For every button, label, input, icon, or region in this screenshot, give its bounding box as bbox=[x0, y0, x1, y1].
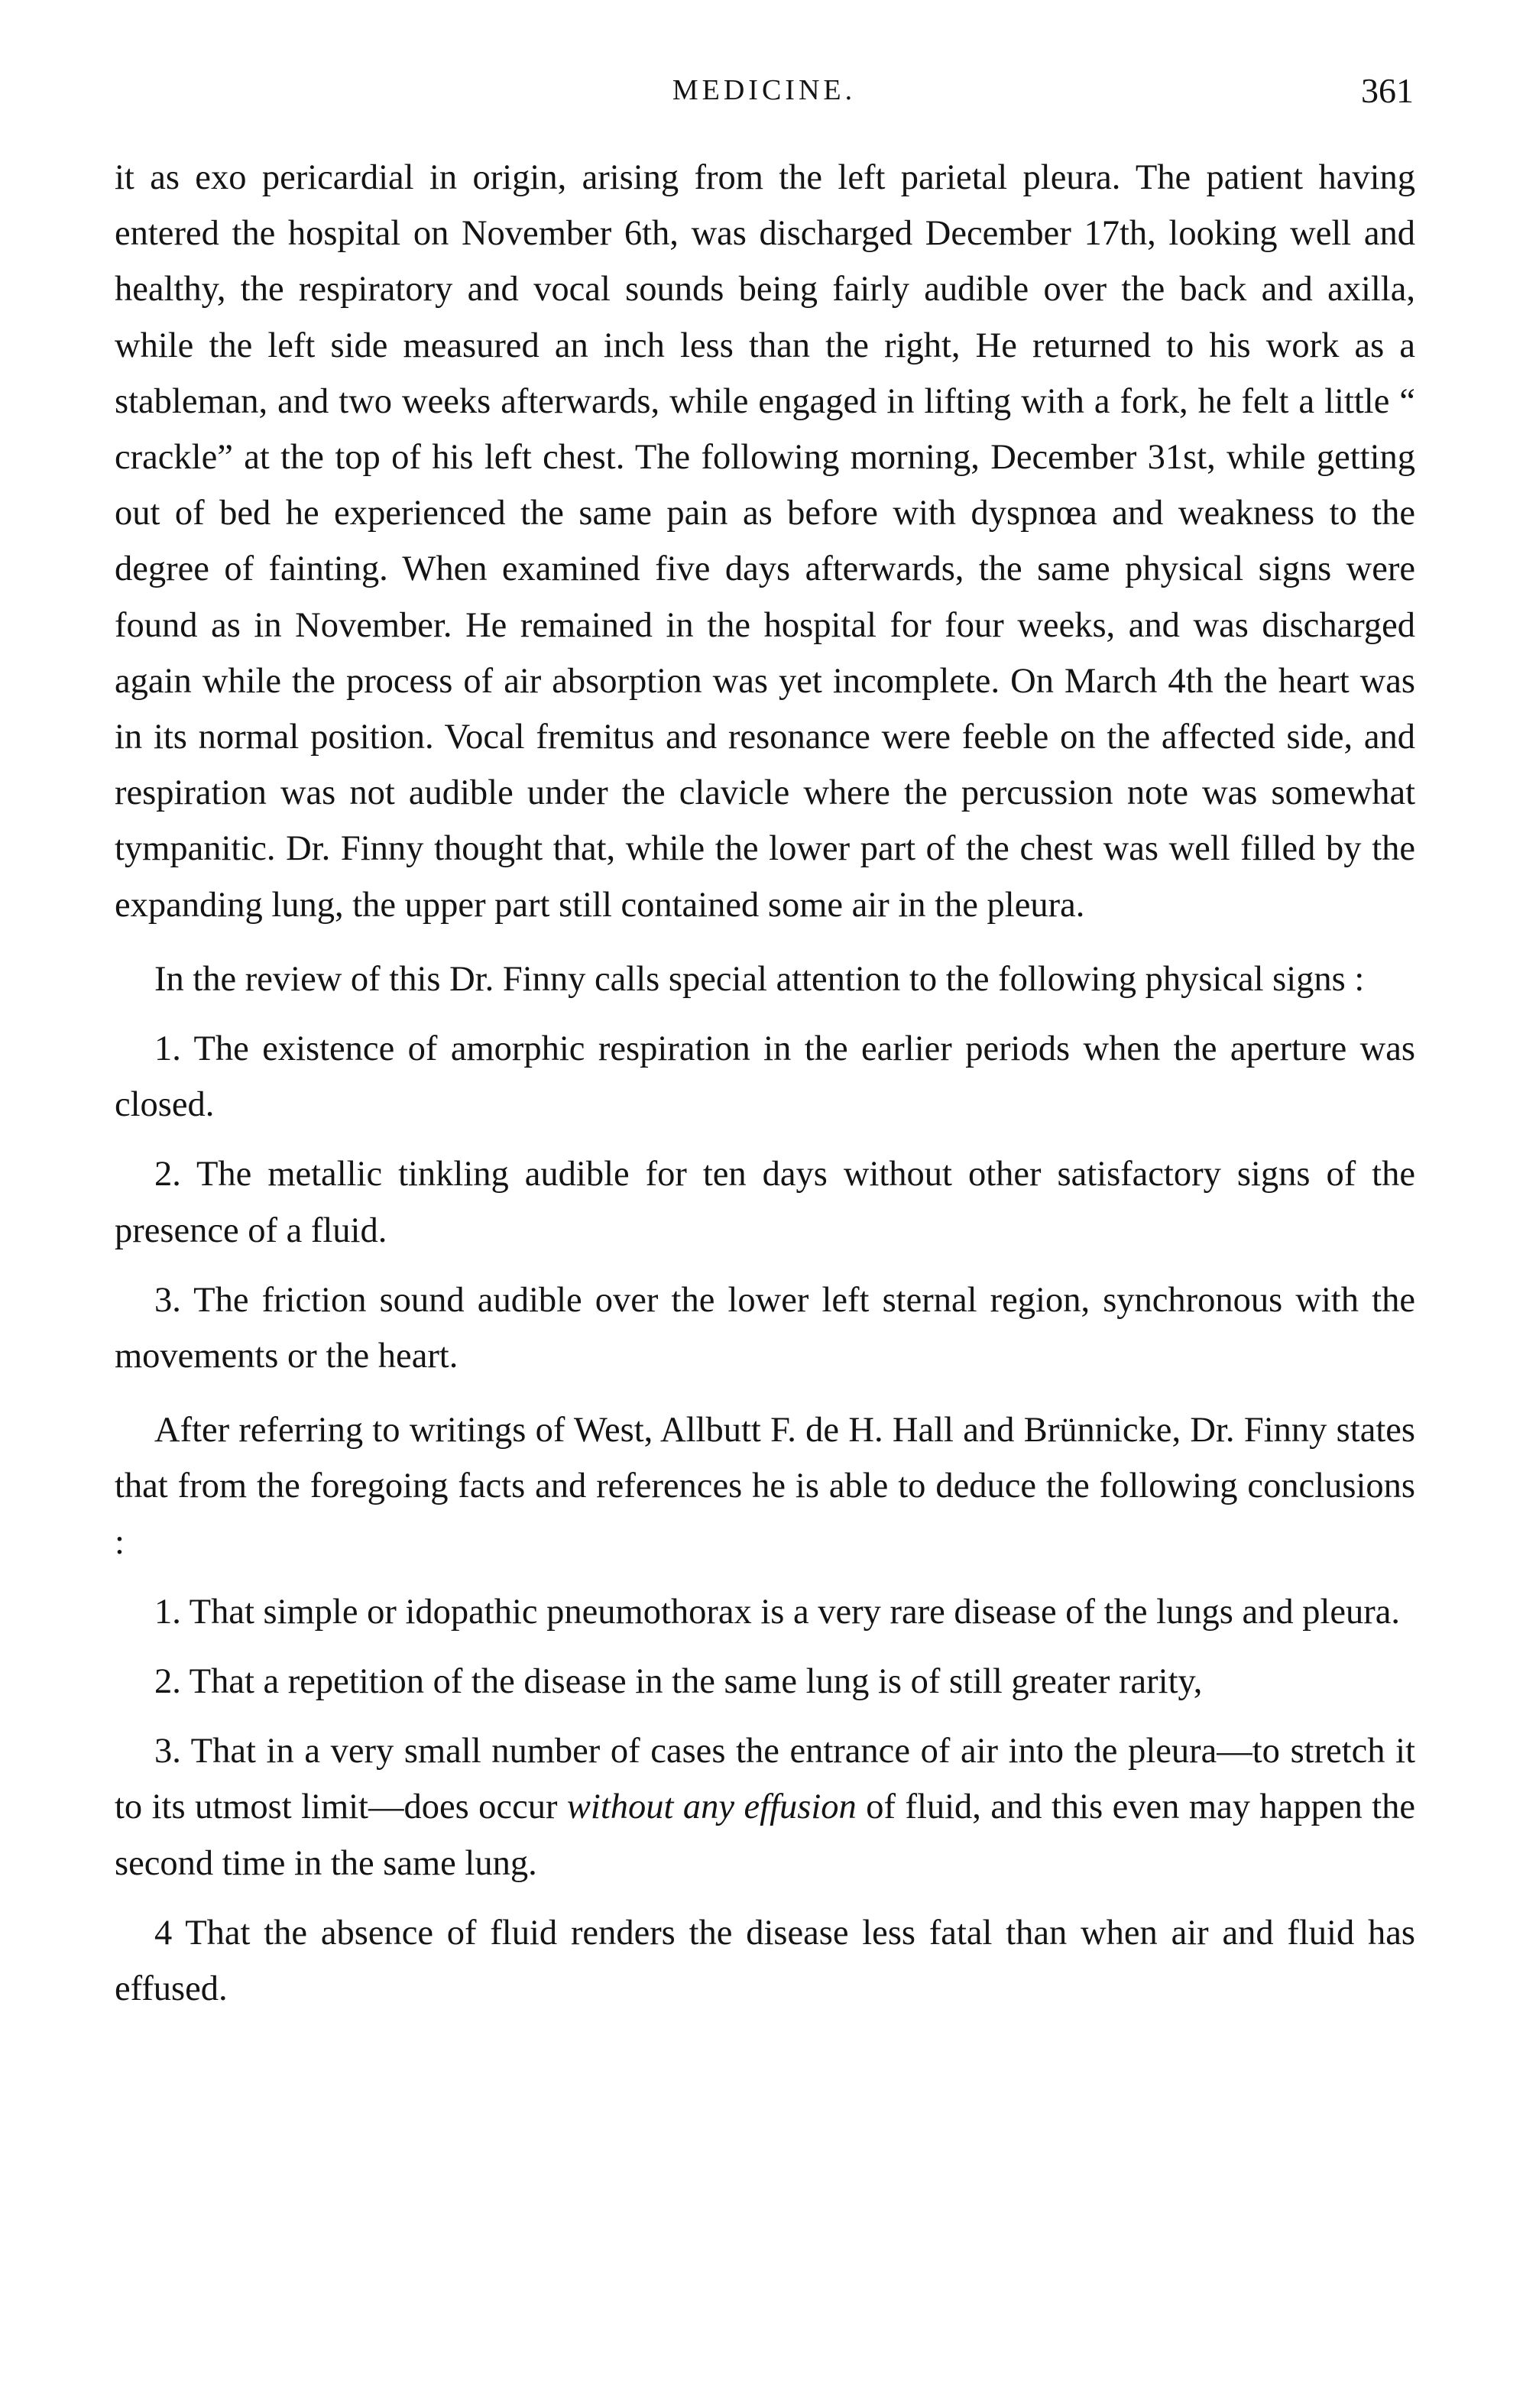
conclusion-3-italic-phrase: without any effusion bbox=[566, 1787, 857, 1827]
conclusion-3-text-start: 3. That in a very small number of cases the entrance of air into the pleura—to stretch it to its utmost limit—does occur bbox=[115, 1732, 1415, 1827]
conclusions-intro-paragraph: After referring to writings of West, Allbutt F. de H. Hall and Brünnicke, Dr. Finny states that from the foregoing facts and references he is able to deduce the following conclusions : bbox=[115, 1411, 1415, 1562]
conclusion-4: 4 That the absence of fluid renders the disease less fatal than when air and fluid has effused. bbox=[115, 1913, 1415, 2009]
body-text bbox=[115, 150, 1415, 2017]
conclusion-2: 2. That a repetition of the disease in the same lung is of still greater rarity, bbox=[154, 1662, 1203, 1702]
conclusion-3-text-end: of fluid, and this even may happen the second time in the same lung. bbox=[115, 1787, 1415, 1883]
physical-sign-1: 1. The existence of amorphic respiration in the earlier periods when the aperture was closed. bbox=[115, 1029, 1415, 1125]
running-head bbox=[115, 73, 1414, 119]
physical-sign-3: 3. The friction sound audible over the lower left sternal region, synchronous with the movements or the heart. bbox=[115, 1280, 1415, 1376]
conclusion-3 bbox=[115, 1723, 1415, 1891]
physical-sign-2: 2. The metallic tinkling audible for ten days without other satisfactory signs of the presence of a fluid. bbox=[115, 1155, 1415, 1250]
review-intro-paragraph: In the review of this Dr. Finny calls special attention to the following physical signs : bbox=[154, 959, 1365, 999]
conclusion-1: 1. That simple or idopathic pneumothorax is a very rare disease of the lungs and pleura. bbox=[154, 1592, 1401, 1632]
case-continuation-paragraph: it as exo pericardial in origin, arising from the left parietal pleura. The patient having entered the hospital on November 6th, was discharged December 17th, looking well and healthy, the respiratory and vocal sounds being fairly audible over the back and axilla, while the left side measured an inch less than the right, He returned to his work as a stableman, and two weeks afterwards, while engaged in lifting with a fork, he felt a little “ crackle” at the top of his left chest. The following morning, December 31st, while getting out of bed he experienced the same pain as before with dyspnœa and weakness to the degree of fainting. When examined five days afterwards, the same physical signs were found as in November. He remained in the hospital for four weeks, and was discharged again while the process of air absorption was yet incomplete. On March 4th the heart was in its normal position. Vocal fremitus and resonance were feeble on the affected side, and respiration was not audible under the clavicle where the percussion note was somewhat tympanitic. Dr. Finny thought that, while the lower part of the chest was well filled by the expanding lung, the upper part still contained some air in the pleura. bbox=[115, 158, 1415, 925]
page-number: 361 bbox=[1361, 71, 1414, 110]
running-title: MEDICINE. bbox=[672, 74, 857, 106]
